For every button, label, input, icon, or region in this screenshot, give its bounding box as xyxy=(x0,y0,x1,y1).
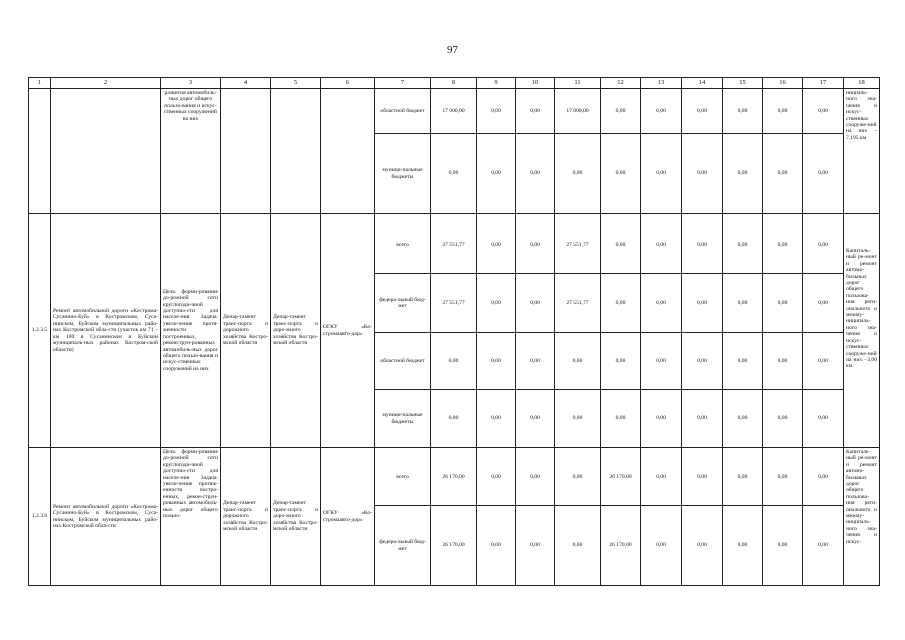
customer-cell: Депар-тамент транс-порта и дорожного хозяйства Костро-мской области xyxy=(221,214,271,448)
value-cell: 27 551,77 xyxy=(555,274,601,333)
value-cell: 0,00 xyxy=(641,274,682,333)
value-cell: 26 170,00 xyxy=(601,448,641,506)
source-cell: федера-льный бюд-жет xyxy=(375,274,431,333)
value-cell: 0,00 xyxy=(555,506,601,586)
note-cell: Капиталь-ный ре-монт и ремонт автомо-бильных дорог общего пользова-ния реги-онального и межму-ниципаль-ного зна-чения и искус- xyxy=(844,448,880,586)
value-cell: 26 170,00 xyxy=(431,506,477,586)
note-cell: ницпаль-ного зна-чения и искус-ственных сооруже-ний на них –7,195 км xyxy=(844,89,880,214)
value-cell: 0,00 xyxy=(516,274,555,333)
header-cell: 6 xyxy=(321,78,375,89)
value-cell: 0,00 xyxy=(477,274,516,333)
value-cell: 0,00 xyxy=(723,134,763,214)
table-row xyxy=(29,214,880,274)
note-cell: Капиталь-ный ре-монт и ремонт автомо-бильных дорог общего пользова-ния реги-онального и межму-ниципаль-ного зна-чения и искус-ственных сооруже-ний на них –3,00 км xyxy=(844,214,880,448)
value-cell: 0,00 xyxy=(682,89,723,134)
program-table xyxy=(28,77,880,586)
value-cell: 0,00 xyxy=(803,506,844,586)
value-cell: 0,00 xyxy=(763,506,803,586)
code-cell: 1.2.3.5 xyxy=(29,214,51,448)
source-cell: областной бюджет xyxy=(375,333,431,390)
value-cell: 0,00 xyxy=(763,390,803,448)
value-cell: 0,00 xyxy=(516,333,555,390)
code-cell: 1.2.3.6 xyxy=(29,448,51,586)
value-cell: 0,00 xyxy=(477,333,516,390)
value-cell: 0,00 xyxy=(763,333,803,390)
value-cell: 0,00 xyxy=(803,134,844,214)
value-cell: 0,00 xyxy=(723,390,763,448)
value-cell: 0,00 xyxy=(803,89,844,134)
goal-cell: развития автомобиль-ных дорог общего пользо-вания и искус-ственных сооружений на них xyxy=(161,89,221,214)
value-cell: 0,00 xyxy=(723,274,763,333)
value-cell: 0,00 xyxy=(803,274,844,333)
value-cell: 0,00 xyxy=(516,214,555,274)
goal-cell: Цель: форми-рование до-рожной сети круглогоди-чной доступно-сти для населе-ния Задача: увели-чение протя-женности построенных, реконструи-рованных автомобиль-ных дорог общего пользо-вания и искус-ственных сооружений на них xyxy=(161,214,221,448)
value-cell: 0,00 xyxy=(601,214,641,274)
value-cell: 0,00 xyxy=(431,390,477,448)
value-cell: 0,00 xyxy=(723,333,763,390)
org-cell: ОГКУ «Ко-стромаавто-дор» xyxy=(321,214,375,448)
value-cell: 0,00 xyxy=(516,506,555,586)
value-cell: 0,00 xyxy=(763,134,803,214)
value-cell: 0,00 xyxy=(803,333,844,390)
value-cell: 0,00 xyxy=(601,89,641,134)
name-cell: Ремонт автомобильной дороги «Кострома-Сусанино-Буй» в Костромском, Суса-нинском, Буйском муниципальных райо-нах Костромской обла-сти (участок км 71 – км 100 в Сусанинском и Буйском муниципаль-ных районах Костром-ской области) xyxy=(51,214,161,448)
header-cell: 17 xyxy=(803,78,844,89)
customer-cell xyxy=(221,89,271,214)
header-cell: 5 xyxy=(271,78,321,89)
value-cell: 0,00 xyxy=(477,134,516,214)
value-cell: 26 170,00 xyxy=(431,448,477,506)
source-cell: муници-пальные бюджеты xyxy=(375,134,431,214)
value-cell: 0,00 xyxy=(477,390,516,448)
value-cell: 0,00 xyxy=(682,506,723,586)
value-cell: 0,00 xyxy=(601,134,641,214)
value-cell: 27 551,77 xyxy=(431,214,477,274)
value-cell: 0,00 xyxy=(641,134,682,214)
value-cell: 0,00 xyxy=(477,89,516,134)
value-cell: 0,00 xyxy=(682,214,723,274)
value-cell: 0,00 xyxy=(555,448,601,506)
value-cell: 0,00 xyxy=(516,134,555,214)
executor-cell xyxy=(271,89,321,214)
source-cell: областной бюджет xyxy=(375,89,431,134)
value-cell: 0,00 xyxy=(641,390,682,448)
value-cell: 0,00 xyxy=(723,89,763,134)
value-cell: 0,00 xyxy=(516,448,555,506)
value-cell: 0,00 xyxy=(803,448,844,506)
header-cell: 15 xyxy=(723,78,763,89)
header-cell: 14 xyxy=(682,78,723,89)
value-cell: 0,00 xyxy=(516,89,555,134)
value-cell: 0,00 xyxy=(641,214,682,274)
header-cell: 13 xyxy=(641,78,682,89)
executor-cell: Депар-тамент транс-порта и доро-жного хозяйства Костро-мской области xyxy=(271,448,321,586)
value-cell: 0,00 xyxy=(601,274,641,333)
value-cell: 0,00 xyxy=(477,214,516,274)
value-cell: 0,00 xyxy=(555,134,601,214)
value-cell: 17 000,00 xyxy=(431,89,477,134)
value-cell: 0,00 xyxy=(516,390,555,448)
value-cell: 0,00 xyxy=(641,333,682,390)
value-cell: 0,00 xyxy=(803,214,844,274)
value-cell: 0,00 xyxy=(682,390,723,448)
value-cell: 0,00 xyxy=(641,89,682,134)
value-cell: 0,00 xyxy=(763,89,803,134)
header-cell: 3 xyxy=(161,78,221,89)
org-cell xyxy=(321,89,375,214)
table-row xyxy=(29,89,880,134)
value-cell: 0,00 xyxy=(431,134,477,214)
value-cell: 0,00 xyxy=(555,333,601,390)
header-cell: 2 xyxy=(51,78,161,89)
header-cell: 7 xyxy=(375,78,431,89)
value-cell: 0,00 xyxy=(723,448,763,506)
value-cell: 0,00 xyxy=(477,448,516,506)
name-cell xyxy=(51,89,161,214)
goal-cell: Цель: форми-рование до-рожной сети круглогоди-чной доступно-сти для населе-ния Задача: увели-чение протяж-енности постро-енных, рекон-струи-рованных автомобиль-ных дорог общего пользо- xyxy=(161,448,221,586)
org-cell: ОГКУ «Ко-стромаавто-дор» xyxy=(321,448,375,586)
header-cell: 12 xyxy=(601,78,641,89)
value-cell: 0,00 xyxy=(682,274,723,333)
value-cell: 0,00 xyxy=(682,448,723,506)
value-cell: 26 170,00 xyxy=(601,506,641,586)
value-cell: 0,00 xyxy=(723,506,763,586)
value-cell: 0,00 xyxy=(601,390,641,448)
value-cell: 27 551,77 xyxy=(431,274,477,333)
source-cell: всего xyxy=(375,448,431,506)
table-row xyxy=(29,448,880,506)
value-cell: 0,00 xyxy=(682,134,723,214)
header-cell: 11 xyxy=(555,78,601,89)
value-cell: 0,00 xyxy=(431,333,477,390)
value-cell: 0,00 xyxy=(641,448,682,506)
executor-cell: Депар-тамент транс-порта и доро-жного хозяйства Костро-мской области xyxy=(271,214,321,448)
value-cell: 0,00 xyxy=(641,506,682,586)
source-cell: всего xyxy=(375,214,431,274)
value-cell: 0,00 xyxy=(555,390,601,448)
source-cell: муници-пальные бюджеты xyxy=(375,390,431,448)
value-cell: 0,00 xyxy=(763,448,803,506)
value-cell: 0,00 xyxy=(682,333,723,390)
header-cell: 4 xyxy=(221,78,271,89)
header-cell: 1 xyxy=(29,78,51,89)
header-cell: 10 xyxy=(516,78,555,89)
header-cell: 8 xyxy=(431,78,477,89)
customer-cell: Депар-тамент транс-порта и дорожного хозяйства Костро-мской области xyxy=(221,448,271,586)
value-cell: 17 000,00 xyxy=(555,89,601,134)
value-cell: 0,00 xyxy=(763,214,803,274)
value-cell: 0,00 xyxy=(601,333,641,390)
code-cell xyxy=(29,89,51,214)
value-cell: 0,00 xyxy=(763,274,803,333)
value-cell: 0,00 xyxy=(723,214,763,274)
header-cell: 9 xyxy=(477,78,516,89)
source-cell: федера-льный бюд-жет xyxy=(375,506,431,586)
value-cell: 0,00 xyxy=(477,506,516,586)
page-number: 97 xyxy=(447,44,458,56)
value-cell: 0,00 xyxy=(803,390,844,448)
name-cell: Ремонт автомобильной дороги «Кострома-Сусанино-Буй» в Костромском, Суса-нинском, Буйском муниципальных райо-нах Костромской обла-сти xyxy=(51,448,161,586)
header-cell: 16 xyxy=(763,78,803,89)
header-row xyxy=(29,78,880,89)
value-cell: 27 551,77 xyxy=(555,214,601,274)
header-cell: 18 xyxy=(844,78,880,89)
